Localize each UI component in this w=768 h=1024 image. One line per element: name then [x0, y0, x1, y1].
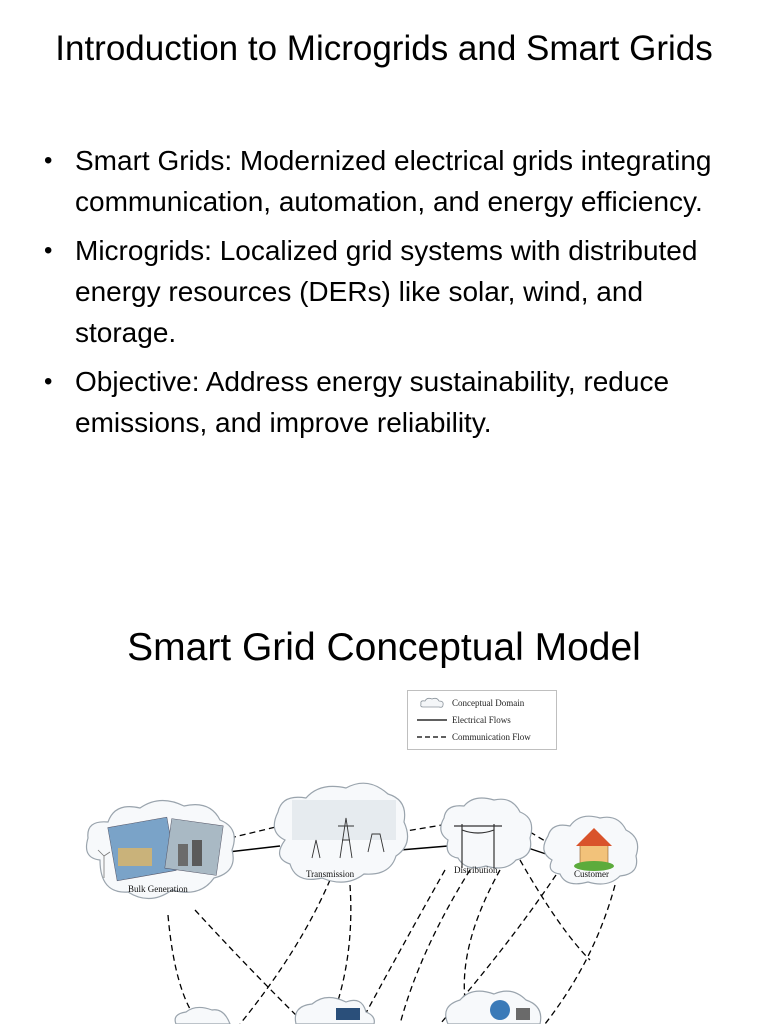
legend-label: Electrical Flows [452, 715, 511, 725]
bullet-item [44, 230, 724, 353]
slide1-title: Introduction to Microgrids and Smart Grids [55, 29, 713, 68]
legend-label: Communication Flow [452, 732, 531, 742]
comm-line [360, 870, 445, 1024]
bullet-list [44, 140, 724, 451]
smart-grid-diagram [0, 760, 768, 1024]
legend-row-domain [416, 696, 524, 710]
legend-label: Conceptual Domain [452, 698, 525, 708]
bullet-text: Smart Grids: Modernized electrical grids integrating communication, automation, and energy efficiency. [75, 145, 712, 217]
comm-line [230, 826, 280, 838]
bullet-text: Objective: Address energy sustainability, reduce emissions, and improve reliability. [75, 366, 670, 438]
cloud-partial [446, 991, 541, 1024]
cloud-transmission [274, 783, 407, 882]
slide2-title: Smart Grid Conceptual Model [127, 626, 641, 669]
electrical-line [400, 846, 448, 850]
bullet-marker: • [44, 147, 53, 174]
legend-row-electrical [416, 713, 511, 727]
cloud-partial [175, 1007, 230, 1024]
bullet-text: Microgrids: Localized grid systems with distributed energy resources (DERs) like solar, wind, and storage. [75, 235, 698, 348]
domain-label-bulk-generation: Bulk Generation [128, 884, 188, 894]
domain-label-customer: Customer [574, 869, 609, 879]
bullet-item [44, 140, 724, 222]
solid-line-icon [416, 718, 448, 722]
cloud-icon [416, 697, 448, 709]
comm-line [195, 910, 305, 1024]
cloud-distribution [441, 798, 532, 868]
cloud-partial [295, 997, 374, 1024]
comm-line [545, 885, 615, 1024]
bullet-marker: • [44, 237, 53, 264]
diagram-legend [407, 690, 557, 750]
bullet-item [44, 361, 724, 443]
legend-row-communication [416, 730, 531, 744]
bullet-marker: • [44, 368, 53, 395]
domain-label-transmission: Transmission [306, 869, 355, 879]
electrical-line [228, 846, 280, 852]
domain-label-distribution: Distribution [454, 865, 498, 875]
dashed-line-icon [416, 735, 448, 739]
